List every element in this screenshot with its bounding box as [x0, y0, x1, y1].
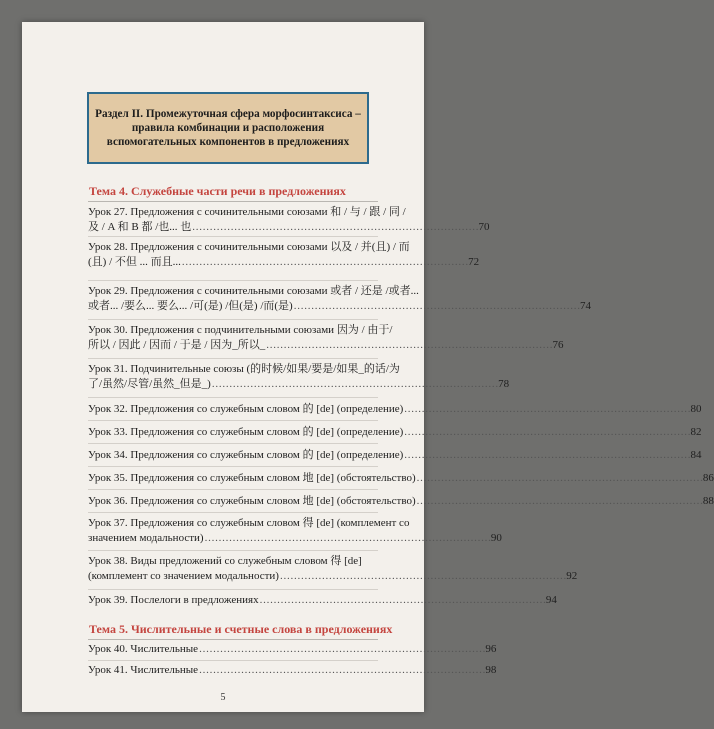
entry-divider	[88, 397, 378, 398]
entry-text: значением модальности)	[88, 532, 204, 544]
topic-5-rule	[88, 639, 378, 640]
leader-dots	[182, 255, 467, 270]
page-number: 5	[220, 692, 226, 703]
page-ref: 88	[702, 495, 714, 507]
section-banner	[87, 92, 369, 164]
toc-entry-34[interactable]	[88, 448, 702, 463]
page-ref: 78	[498, 378, 510, 390]
entry-text: Урок 29. Предложения с сочинительными союзами 或者 / 还是 /或者...	[88, 285, 419, 297]
page-ref: 94	[545, 594, 557, 606]
leader-dots	[294, 299, 579, 314]
page-ref: 74	[579, 300, 591, 312]
entry-text: 了/虽然/尽管/虽然_但是_)	[88, 378, 211, 390]
toc-entry-28[interactable]	[88, 240, 480, 270]
topic-4-rule	[88, 201, 378, 202]
toc-entry-35[interactable]	[88, 471, 714, 486]
page-ref: 96	[485, 643, 497, 655]
entry-divider	[88, 660, 378, 661]
leader-dots	[212, 377, 497, 392]
entry-text: Урок 39. Послелоги в предложениях	[88, 594, 259, 606]
toc-entry-40[interactable]	[88, 642, 497, 657]
leader-dots	[260, 593, 545, 608]
toc-entry-33[interactable]	[88, 425, 702, 440]
entry-divider	[88, 589, 378, 590]
entry-divider	[88, 443, 378, 444]
leader-dots	[417, 494, 702, 509]
entry-text: Урок 31. Подчинительные союзы (的时候/如果/要是/如果_的话/为	[88, 363, 400, 375]
entry-divider	[88, 550, 378, 551]
entry-text: 或者... /要么... 要么... /可(是) /但(是) /而(是)	[88, 300, 293, 312]
entry-divider	[88, 466, 378, 467]
entry-text: 及 / A 和 B 都 /也... 也	[88, 221, 192, 233]
toc-entry-37[interactable]	[88, 516, 502, 546]
page-ref: 84	[690, 449, 702, 461]
section-title: Раздел II. Промежуточная сфера морфосинтаксиса – правила комбинации и расположения вспомогательных компонентов в предложениях	[95, 108, 361, 148]
leader-dots	[199, 642, 484, 657]
toc-entry-38[interactable]	[88, 554, 578, 584]
leader-dots	[280, 569, 565, 584]
leader-dots	[404, 448, 689, 463]
entry-divider	[88, 420, 378, 421]
page-ref: 98	[485, 664, 497, 676]
entry-text: Урок 34. Предложения со служебным словом 的 [de] (определение)	[88, 449, 404, 461]
leader-dots	[205, 531, 490, 546]
leader-dots	[404, 425, 689, 440]
leader-dots	[192, 220, 477, 235]
topic-4-heading: Тема 4. Служебные части речи в предложениях	[89, 184, 346, 198]
entry-divider	[88, 489, 378, 490]
entry-text: Урок 27. Предложения с сочинительными союзами 和 / 与 / 跟 / 同 /	[88, 206, 406, 218]
topic-5-heading: Тема 5. Числительные и счетные слова в предложениях	[89, 622, 393, 636]
entry-text: Урок 38. Виды предложений со служебным словом 得 [de]	[88, 555, 362, 567]
toc-entry-41[interactable]	[88, 663, 497, 678]
page-ref: 92	[566, 570, 578, 582]
entry-text: Урок 32. Предложения со служебным словом 的 [de] (определение)	[88, 403, 404, 415]
entry-text: Урок 33. Предложения со служебным словом 的 [de] (определение)	[88, 426, 404, 438]
entry-text: (комплемент со значением модальности)	[88, 570, 279, 582]
toc-entry-27[interactable]	[88, 205, 490, 235]
entry-text: 所以 / 因此 / 因而 / 于是 / 因为_所以_	[88, 339, 266, 351]
entry-text: Урок 36. Предложения со служебным словом 地 [de] (обстоятельство)	[88, 495, 416, 507]
entry-divider	[88, 319, 378, 320]
toc-entry-31[interactable]	[88, 362, 510, 392]
page-ref: 90	[490, 532, 502, 544]
page-ref: 86	[702, 472, 714, 484]
page-ref: 80	[690, 403, 702, 415]
leader-dots	[404, 402, 689, 417]
leader-dots	[199, 663, 484, 678]
toc-entry-32[interactable]	[88, 402, 702, 417]
entry-divider	[88, 512, 378, 513]
book-page	[22, 22, 714, 712]
entry-text: (且) / 不但 ... 而且...	[88, 256, 181, 268]
entry-text: Урок 37. Предложения со служебным словом 得 [de] (комплемент со	[88, 517, 410, 529]
toc-entry-29[interactable]	[88, 284, 591, 314]
entry-divider	[88, 358, 378, 359]
entry-divider	[88, 280, 378, 281]
page-ref: 70	[478, 221, 490, 233]
page-ref: 82	[690, 426, 702, 438]
page-ref: 76	[552, 339, 564, 351]
entry-text: Урок 41. Числительные	[88, 664, 199, 676]
entry-text: Урок 40. Числительные	[88, 643, 199, 655]
entry-text: Урок 30. Предложения с подчинительными союзами 因为 / 由于/	[88, 324, 393, 336]
page-ref: 72	[468, 256, 480, 268]
toc-entry-39[interactable]	[88, 593, 557, 608]
entry-text: Урок 35. Предложения со служебным словом 地 [de] (обстоятельство)	[88, 472, 416, 484]
leader-dots	[417, 471, 702, 486]
toc-entry-30[interactable]	[88, 323, 564, 353]
leader-dots	[266, 338, 551, 353]
entry-text: Урок 28. Предложения с сочинительными союзами 以及 / 并(且) / 而	[88, 241, 410, 253]
entry-divider	[88, 236, 378, 237]
toc-entry-36[interactable]	[88, 494, 714, 509]
